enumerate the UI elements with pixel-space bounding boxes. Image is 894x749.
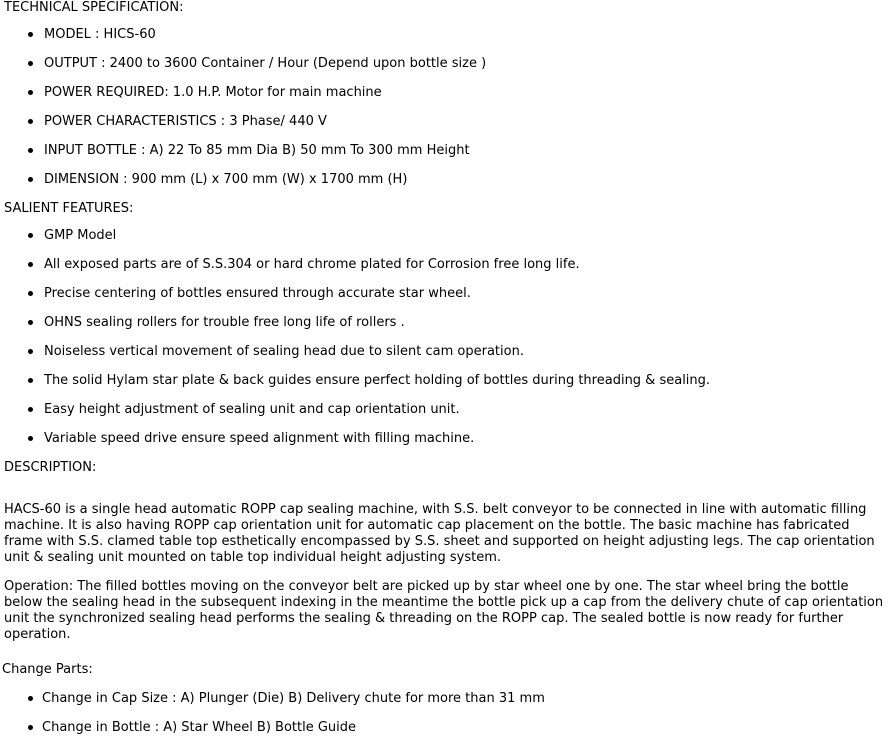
- salient-features-list: [0, 228, 710, 460]
- list-item: [0, 56, 486, 85]
- list-item-text: POWER REQUIRED: 1.0 H.P. Motor for main machine: [44, 85, 382, 100]
- list-item: [0, 228, 710, 257]
- bullet-icon: [28, 177, 33, 182]
- list-item-text: GMP Model: [44, 228, 117, 243]
- list-item-text: DIMENSION : 900 mm (L) x 700 mm (W) x 1700 mm (H): [44, 172, 408, 187]
- list-item-text: All exposed parts are of S.S.304 or hard chrome plated for Corrosion free long life.: [44, 257, 580, 272]
- bullet-icon: [28, 233, 33, 238]
- salient-features-heading: SALIENT FEATURES:: [4, 201, 134, 216]
- list-item: [0, 143, 486, 172]
- bullet-icon: [28, 32, 33, 37]
- list-item-text: Variable speed drive ensure speed alignment with filling machine.: [44, 431, 475, 446]
- list-item: [0, 431, 710, 460]
- list-item: [0, 85, 486, 114]
- bullet-icon: [28, 696, 33, 701]
- list-item: [0, 27, 486, 56]
- list-item: [0, 172, 486, 201]
- bullet-icon: [28, 725, 33, 730]
- bullet-icon: [28, 378, 33, 383]
- list-item-text: Precise centering of bottles ensured through accurate star wheel.: [44, 286, 471, 301]
- operation-paragraph: Operation: The filled bottles moving on the conveyor belt are picked up by star wheel one by one. The star wheel bring the bottle below the sealing head in the subsequent indexing in the meantime the bottle pick up a cap from the delivery chute of cap orientation unit the synchronized sealing head performs the sealing & threading on the ROPP cap. The sealed bottle is now ready for further operation.: [4, 579, 884, 642]
- list-item-text: INPUT BOTTLE : A) 22 To 85 mm Dia B) 50 mm To 300 mm Height: [44, 143, 470, 158]
- list-item: [0, 286, 710, 315]
- change-parts-heading: Change Parts:: [2, 662, 93, 677]
- description-heading: DESCRIPTION:: [4, 460, 97, 475]
- bullet-icon: [28, 291, 33, 296]
- bullet-icon: [28, 61, 33, 66]
- list-item: [0, 344, 710, 373]
- list-item-text: Change in Bottle : A) Star Wheel B) Bottle Guide: [42, 720, 357, 735]
- list-item-text: Change in Cap Size : A) Plunger (Die) B) Delivery chute for more than 31 mm: [42, 691, 545, 706]
- list-item: [0, 114, 486, 143]
- bullet-icon: [28, 119, 33, 124]
- bullet-icon: [28, 262, 33, 267]
- list-item-text: Noiseless vertical movement of sealing head due to silent cam operation.: [44, 344, 524, 359]
- bullet-icon: [28, 148, 33, 153]
- tech-spec-heading: TECHNICAL SPECIFICATION:: [4, 0, 184, 15]
- list-item: [0, 402, 710, 431]
- bullet-icon: [28, 407, 33, 412]
- list-item: [0, 691, 545, 720]
- bullet-icon: [28, 349, 33, 354]
- bullet-icon: [28, 320, 33, 325]
- list-item-text: MODEL : HICS-60: [44, 27, 156, 42]
- tech-spec-list: [0, 27, 486, 201]
- list-item: [0, 315, 710, 344]
- bullet-icon: [28, 90, 33, 95]
- list-item: [0, 373, 710, 402]
- list-item: [0, 257, 710, 286]
- list-item-text: The solid Hylam star plate & back guides ensure perfect holding of bottles during threading & sealing.: [44, 373, 711, 388]
- list-item-text: OUTPUT : 2400 to 3600 Container / Hour (Depend upon bottle size ): [44, 56, 487, 71]
- change-parts-list: [0, 691, 545, 749]
- bullet-icon: [28, 436, 33, 441]
- list-item-text: OHNS sealing rollers for trouble free long life of rollers .: [44, 315, 405, 330]
- description-paragraph: HACS-60 is a single head automatic ROPP cap sealing machine, with S.S. belt conveyor to be connected in line with automatic filling machine. It is also having ROPP cap orientation unit for automatic cap placement on the bottle. The basic machine has fabricated frame with S.S. clamed table top esthetically encompassed by S.S. sheet and supported on height adjusting legs. The cap orientation unit & sealing unit mounted on table top individual height adjusting system.: [4, 502, 875, 565]
- list-item-text: POWER CHARACTERISTICS : 3 Phase/ 440 V: [44, 114, 327, 129]
- list-item-text: Easy height adjustment of sealing unit and cap orientation unit.: [44, 402, 460, 417]
